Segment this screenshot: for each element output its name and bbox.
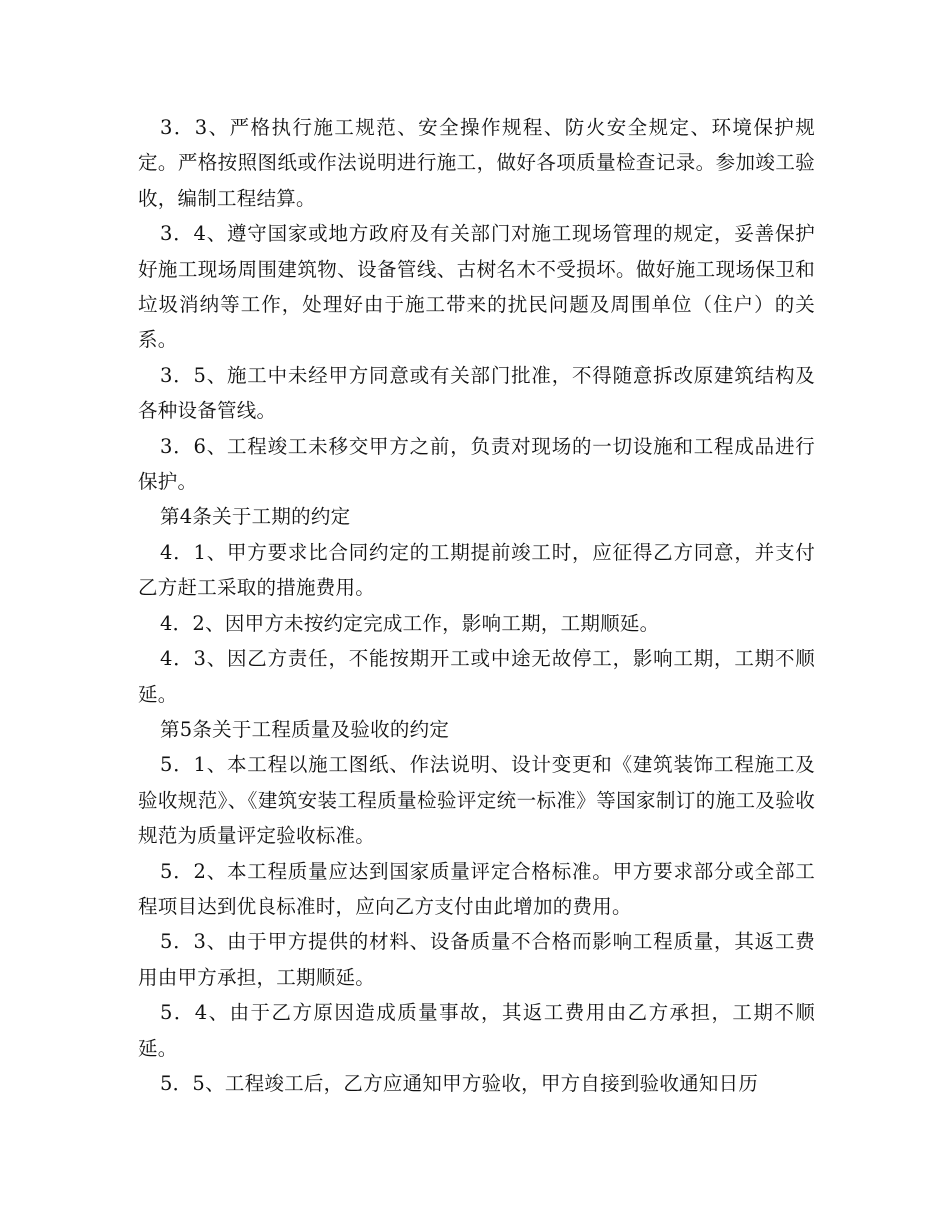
clause-5-2: 5．2、本工程质量应达到国家质量评定合格标准。甲方要求部分或全部工程项目达到优良标准时，应向乙方支付由此增加的费用。: [138, 859, 815, 918]
clause-3-4: 3．4、遵守国家或地方政府及有关部门对施工现场管理的规定，妥善保护好施工现场周围建筑物、设备管线、古树名木不受损坏。做好施工现场保卫和垃圾消纳等工作，处理好由于施工带来的扰民问题及周围单位（住户）的关系。: [138, 222, 815, 352]
article-4-heading: 第4条关于工期的约定: [160, 505, 351, 529]
article-5-heading: 第5条关于工程质量及验收的约定: [160, 717, 450, 741]
clause-3-6: 3．6、工程竣工未移交甲方之前，负责对现场的一切设施和工程成品进行保护。: [138, 434, 815, 494]
document-body: [138, 110, 815, 1101]
clause-3-3: 3．3、严格执行施工规范、安全操作规程、防火安全规定、环境保护规定。严格按照图纸或作法说明进行施工，做好各项质量检查记录。参加竣工验收，编制工程结算。: [138, 116, 815, 210]
clause-5-3: 5．3、由于甲方提供的材料、设备质量不合格而影响工程质量，其返工费用由甲方承担，工期顺延。: [138, 930, 815, 989]
clause-4-1: 4．1、甲方要求比合同约定的工期提前竣工时，应征得乙方同意，并支付乙方赶工采取的措施费用。: [138, 540, 815, 600]
clause-5-1: 5．1、本工程以施工图纸、作法说明、设计变更和《建筑装饰工程施工及验收规范》、《建筑安装工程质量检验评定统一标准》等国家制订的施工及验收规范为质量评定验收标准。: [138, 753, 815, 848]
clause-4-2: 4．2、因甲方未按约定完成工作，影响工期，工期顺延。: [160, 611, 660, 635]
clause-3-5: 3．5、施工中未经甲方同意或有关部门批准，不得随意拆改原建筑结构及各种设备管线。: [138, 363, 815, 423]
clause-4-3: 4．3、因乙方责任，不能按期开工或中途无故停工，影响工期，工期不顺延。: [138, 647, 815, 706]
clause-5-4: 5．4、由于乙方原因造成质量事故，其返工费用由乙方承担，工期不顺延。: [138, 1001, 815, 1060]
clause-5-5: 5．5、工程竣工后，乙方应通知甲方验收，甲方自接到验收通知日历: [160, 1071, 759, 1095]
